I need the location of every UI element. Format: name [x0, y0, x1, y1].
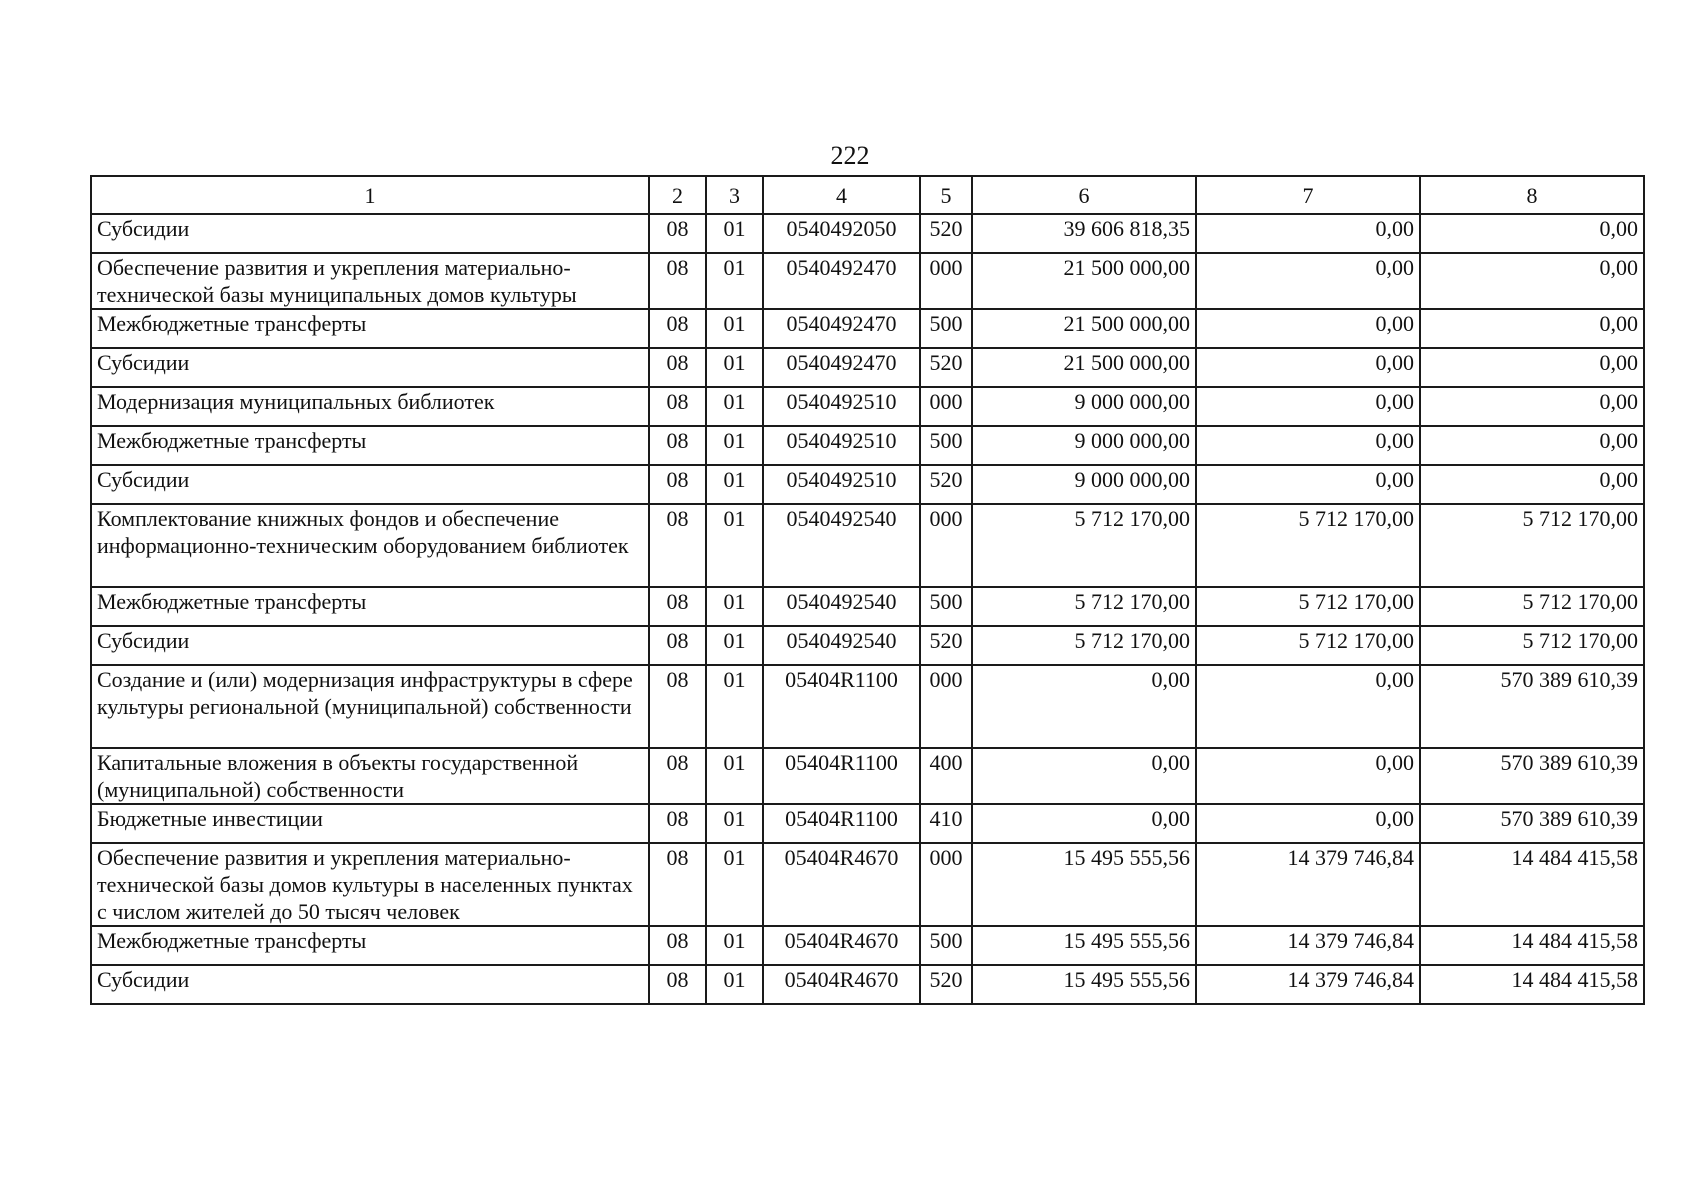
- amount-col-8: 570 389 610,39: [1420, 748, 1644, 804]
- column-header: 5: [920, 176, 972, 214]
- amount-col-6: 9 000 000,00: [972, 426, 1196, 465]
- section-code: 08: [649, 426, 706, 465]
- expense-type-code: 000: [920, 387, 972, 426]
- subsection-code: 01: [706, 587, 763, 626]
- subsection-code: 01: [706, 926, 763, 965]
- target-article-code: 0540492510: [763, 387, 920, 426]
- expense-type-code: 520: [920, 965, 972, 1004]
- item-name: Комплектование книжных фондов и обеспечение информационно-техническим оборудованием библиотек: [91, 504, 649, 587]
- table-row: [91, 504, 1644, 587]
- expense-type-code: 520: [920, 465, 972, 504]
- amount-col-7: 14 379 746,84: [1196, 926, 1420, 965]
- target-article-code: 05404R4670: [763, 843, 920, 926]
- table-row: [91, 214, 1644, 253]
- item-name: Субсидии: [91, 965, 649, 1004]
- header-row: [91, 176, 1644, 214]
- table-row: [91, 748, 1644, 804]
- amount-col-7: 0,00: [1196, 426, 1420, 465]
- target-article-code: 0540492050: [763, 214, 920, 253]
- section-code: 08: [649, 587, 706, 626]
- table-row: [91, 426, 1644, 465]
- section-code: 08: [649, 804, 706, 843]
- item-name: Межбюджетные трансферты: [91, 426, 649, 465]
- section-code: 08: [649, 214, 706, 253]
- subsection-code: 01: [706, 626, 763, 665]
- target-article-code: 0540492510: [763, 426, 920, 465]
- column-header: 3: [706, 176, 763, 214]
- amount-col-8: 0,00: [1420, 253, 1644, 309]
- expense-type-code: 500: [920, 926, 972, 965]
- amount-col-6: 15 495 555,56: [972, 926, 1196, 965]
- target-article-code: 0540492540: [763, 587, 920, 626]
- amount-col-6: 0,00: [972, 804, 1196, 843]
- amount-col-7: 5 712 170,00: [1196, 587, 1420, 626]
- column-header: 8: [1420, 176, 1644, 214]
- table-row: [91, 804, 1644, 843]
- expense-type-code: 520: [920, 214, 972, 253]
- subsection-code: 01: [706, 387, 763, 426]
- section-code: 08: [649, 748, 706, 804]
- amount-col-7: 0,00: [1196, 465, 1420, 504]
- target-article-code: 05404R1100: [763, 804, 920, 843]
- expense-type-code: 500: [920, 309, 972, 348]
- amount-col-8: 5 712 170,00: [1420, 504, 1644, 587]
- amount-col-8: 14 484 415,58: [1420, 926, 1644, 965]
- amount-col-7: 0,00: [1196, 214, 1420, 253]
- target-article-code: 0540492470: [763, 348, 920, 387]
- item-name: Бюджетные инвестиции: [91, 804, 649, 843]
- expense-type-code: 400: [920, 748, 972, 804]
- amount-col-6: 9 000 000,00: [972, 465, 1196, 504]
- amount-col-6: 5 712 170,00: [972, 504, 1196, 587]
- amount-col-7: 0,00: [1196, 309, 1420, 348]
- section-code: 08: [649, 387, 706, 426]
- subsection-code: 01: [706, 214, 763, 253]
- amount-col-8: 570 389 610,39: [1420, 665, 1644, 748]
- amount-col-6: 21 500 000,00: [972, 253, 1196, 309]
- column-header: 2: [649, 176, 706, 214]
- section-code: 08: [649, 965, 706, 1004]
- budget-table: [90, 175, 1645, 1005]
- item-name: Межбюджетные трансферты: [91, 926, 649, 965]
- table-row: [91, 253, 1644, 309]
- amount-col-6: 9 000 000,00: [972, 387, 1196, 426]
- amount-col-8: 5 712 170,00: [1420, 587, 1644, 626]
- target-article-code: 05404R1100: [763, 748, 920, 804]
- amount-col-8: 570 389 610,39: [1420, 804, 1644, 843]
- item-name: Субсидии: [91, 214, 649, 253]
- expense-type-code: 000: [920, 253, 972, 309]
- subsection-code: 01: [706, 965, 763, 1004]
- amount-col-8: 0,00: [1420, 348, 1644, 387]
- amount-col-6: 5 712 170,00: [972, 587, 1196, 626]
- item-name: Межбюджетные трансферты: [91, 587, 649, 626]
- subsection-code: 01: [706, 309, 763, 348]
- expense-type-code: 520: [920, 348, 972, 387]
- amount-col-8: 0,00: [1420, 426, 1644, 465]
- section-code: 08: [649, 665, 706, 748]
- section-code: 08: [649, 626, 706, 665]
- target-article-code: 0540492470: [763, 309, 920, 348]
- expense-type-code: 500: [920, 587, 972, 626]
- amount-col-7: 0,00: [1196, 387, 1420, 426]
- amount-col-6: 15 495 555,56: [972, 843, 1196, 926]
- item-name: Капитальные вложения в объекты государственной (муниципальной) собственности: [91, 748, 649, 804]
- section-code: 08: [649, 309, 706, 348]
- amount-col-6: 0,00: [972, 748, 1196, 804]
- column-header: 1: [91, 176, 649, 214]
- item-name: Обеспечение развития и укрепления материально-технической базы домов культуры в населенных пунктах с числом жителей до 50 тысяч человек: [91, 843, 649, 926]
- amount-col-8: 0,00: [1420, 387, 1644, 426]
- section-code: 08: [649, 504, 706, 587]
- amount-col-7: 0,00: [1196, 804, 1420, 843]
- amount-col-7: 0,00: [1196, 253, 1420, 309]
- amount-col-6: 21 500 000,00: [972, 309, 1196, 348]
- table-row: [91, 465, 1644, 504]
- amount-col-7: 14 379 746,84: [1196, 965, 1420, 1004]
- amount-col-6: 39 606 818,35: [972, 214, 1196, 253]
- amount-col-7: 5 712 170,00: [1196, 504, 1420, 587]
- column-header: 7: [1196, 176, 1420, 214]
- expense-type-code: 500: [920, 426, 972, 465]
- subsection-code: 01: [706, 504, 763, 587]
- target-article-code: 0540492470: [763, 253, 920, 309]
- target-article-code: 05404R1100: [763, 665, 920, 748]
- amount-col-7: 0,00: [1196, 748, 1420, 804]
- amount-col-7: 0,00: [1196, 348, 1420, 387]
- subsection-code: 01: [706, 253, 763, 309]
- table-row: [91, 926, 1644, 965]
- subsection-code: 01: [706, 843, 763, 926]
- expense-type-code: 410: [920, 804, 972, 843]
- amount-col-8: 0,00: [1420, 214, 1644, 253]
- section-code: 08: [649, 926, 706, 965]
- table-row: [91, 309, 1644, 348]
- subsection-code: 01: [706, 804, 763, 843]
- subsection-code: 01: [706, 665, 763, 748]
- item-name: Обеспечение развития и укрепления материально-технической базы муниципальных домов культуры: [91, 253, 649, 309]
- subsection-code: 01: [706, 465, 763, 504]
- section-code: 08: [649, 253, 706, 309]
- amount-col-7: 0,00: [1196, 665, 1420, 748]
- amount-col-6: 0,00: [972, 665, 1196, 748]
- table-row: [91, 626, 1644, 665]
- table-row: [91, 965, 1644, 1004]
- table-row: [91, 387, 1644, 426]
- target-article-code: 0540492510: [763, 465, 920, 504]
- amount-col-7: 5 712 170,00: [1196, 626, 1420, 665]
- item-name: Субсидии: [91, 348, 649, 387]
- subsection-code: 01: [706, 426, 763, 465]
- item-name: Модернизация муниципальных библиотек: [91, 387, 649, 426]
- section-code: 08: [649, 465, 706, 504]
- amount-col-8: 0,00: [1420, 465, 1644, 504]
- expense-type-code: 000: [920, 843, 972, 926]
- amount-col-6: 21 500 000,00: [972, 348, 1196, 387]
- column-header: 6: [972, 176, 1196, 214]
- item-name: Межбюджетные трансферты: [91, 309, 649, 348]
- table-row: [91, 587, 1644, 626]
- amount-col-8: 14 484 415,58: [1420, 843, 1644, 926]
- amount-col-7: 14 379 746,84: [1196, 843, 1420, 926]
- expense-type-code: 520: [920, 626, 972, 665]
- table-row: [91, 348, 1644, 387]
- table-row: [91, 843, 1644, 926]
- amount-col-6: 5 712 170,00: [972, 626, 1196, 665]
- item-name: Создание и (или) модернизация инфраструктуры в сфере культуры региональной (муниципальной) собственности: [91, 665, 649, 748]
- amount-col-6: 15 495 555,56: [972, 965, 1196, 1004]
- expense-type-code: 000: [920, 665, 972, 748]
- page-number: 222: [830, 141, 870, 170]
- subsection-code: 01: [706, 348, 763, 387]
- target-article-code: 0540492540: [763, 504, 920, 587]
- amount-col-8: 5 712 170,00: [1420, 626, 1644, 665]
- column-header: 4: [763, 176, 920, 214]
- target-article-code: 05404R4670: [763, 965, 920, 1004]
- target-article-code: 05404R4670: [763, 926, 920, 965]
- expense-type-code: 000: [920, 504, 972, 587]
- subsection-code: 01: [706, 748, 763, 804]
- section-code: 08: [649, 843, 706, 926]
- item-name: Субсидии: [91, 465, 649, 504]
- item-name: Субсидии: [91, 626, 649, 665]
- amount-col-8: 0,00: [1420, 309, 1644, 348]
- section-code: 08: [649, 348, 706, 387]
- table-row: [91, 665, 1644, 748]
- target-article-code: 0540492540: [763, 626, 920, 665]
- amount-col-8: 14 484 415,58: [1420, 965, 1644, 1004]
